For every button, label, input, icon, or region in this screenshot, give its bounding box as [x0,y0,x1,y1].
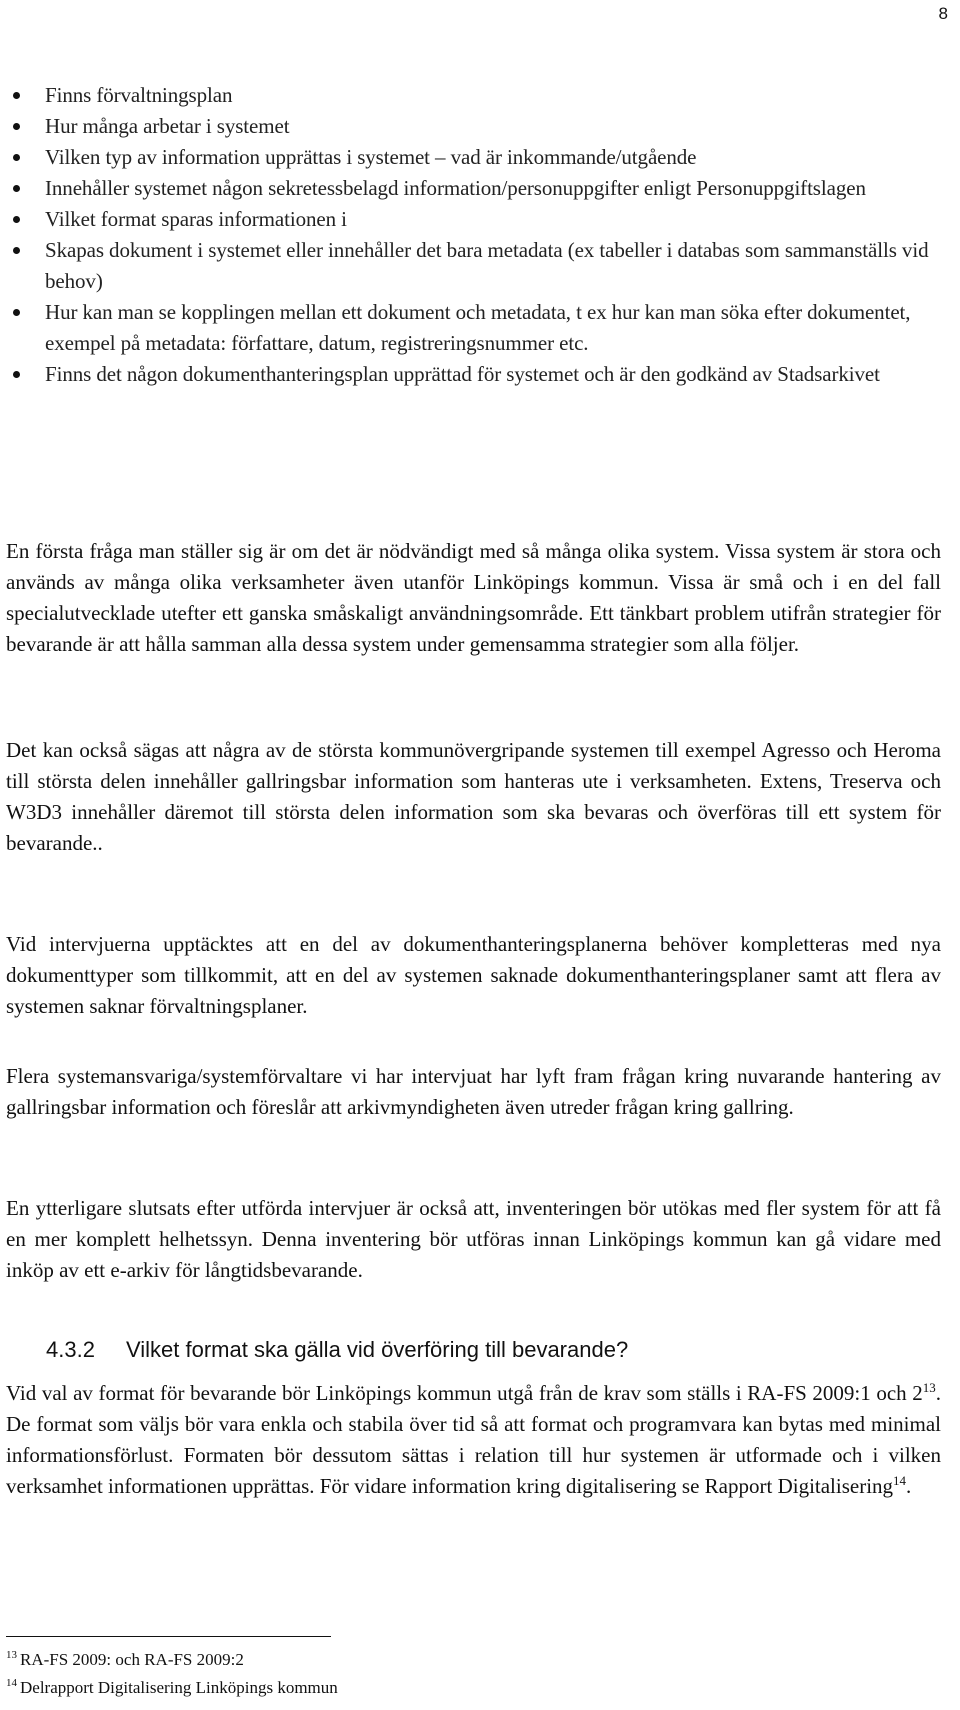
section-heading [46,1335,628,1365]
list-item: Innehåller systemet någon sekretessbelagd information/personuppgifter enligt Personuppgiftslagen [10,173,940,204]
footnote-ref[interactable]: 14 [893,1473,907,1488]
bullet-icon [13,247,20,254]
paragraph-major-systems: Det kan också sägas att några av de största kommunövergripande systemen till exempel Agresso och Heroma till största delen innehåller gallringsbar information som hanteras ute i verksamheten. Extens, Treserva och W3D3 innehåller däremot till största delen information som ska bevaras och överföras till ett system för bevarande.. [6,738,941,855]
list-item: Finns det någon dokumenthanteringsplan upprättad för systemet och är den godkänd av Stadsarkivet [10,359,940,390]
bullet-icon [13,92,20,99]
list-item: Skapas dokument i systemet eller innehåller det bara metadata (ex tabeller i databas som sammanställs vid behov) [10,235,940,297]
list-item: Hur kan man se kopplingen mellan ett dokument och metadata, t ex hur kan man söka efter dokumentet, exempel på metadata: författare, datum, registreringsnummer etc. [10,297,940,359]
paragraph-system-count: En första fråga man ställer sig är om det är nödvändigt med så många olika system. Vissa system är stora och används av många olika verksamheter även utanför Linköpings kommun. Vissa är små och i en del fall specialutvecklade utefter ett ganska småskaligt användningsområde. Ett tänkbart problem utifrån strategier för bevarande är att hålla samman alla dessa system under gemensamma strategier som alla följer. [6,539,941,656]
question-list [10,80,940,390]
paragraph-interviews: Vid intervjuerna upptäcktes att en del av dokumenthanteringsplanerna behöver kompletteras med nya dokumenttyper som tillkommit, att en del av systemen saknade dokumenthanteringsplaner samt att flera av systemen saknar förvaltningsplaner. [6,932,941,1018]
page-number: 8 [938,4,948,23]
bullet-icon [13,154,20,161]
bullet-icon [13,371,20,378]
bullet-icon [13,123,20,130]
paragraph-conclusion: En ytterligare slutsats efter utförda intervjuer är också att, inventeringen bör utökas med fler system för att få en mer komplett helhetssyn. Denna inventering bör utföras innan Linköpings kommun kan gå vidare med inköp av ett e-arkiv för långtidsbevarande. [6,1196,941,1282]
footnote: $^{14}$ Delrapport Digitalisering Linköpings kommun [6,1677,338,1697]
footnote-ref[interactable]: 13 [922,1380,936,1395]
bullet-icon [13,309,20,316]
section-title: Vilket format ska gälla vid överföring till bevarande? [126,1337,629,1362]
bullet-icon [13,216,20,223]
list-item: Finns förvaltningsplan [10,80,940,111]
section-number: 4.3.2 [46,1337,95,1362]
bullet-icon [13,185,20,192]
list-item: Vilken typ av information upprättas i systemet – vad är inkommande/utgående [10,142,940,173]
list-item: Hur många arbetar i systemet [10,111,940,142]
paragraph-format: Vid val av format för bevarande bör Linköpings kommun utgå från de krav som ställs i RA-FS 2009:1 och $2^{13}$. De format som väljs bör vara enkla och stabila över tid så att format och programvara kan bytas med minimal informationsförlust. Formaten bör dessutom sättas i relation till hur systemen är utformade och i vilken verksamhet informationen upprättas. För vidare information kring digitalisering se Rapport Digitalisering$^{14}$. [6,1380,941,1498]
footnote-divider [6,1636,331,1637]
footnote: $^{13}$ RA-FS 2009: och RA-FS 2009:2 [6,1649,244,1669]
footnotes [6,1646,906,1702]
list-item: Vilket format sparas informationen i [10,204,940,235]
paragraph-gallring: Flera systemansvariga/systemförvaltare vi har intervjuat har lyft fram frågan kring nuvarande hantering av gallringsbar information och föreslår att arkivmyndigheten även utreder frågan kring gallring. [6,1064,941,1119]
